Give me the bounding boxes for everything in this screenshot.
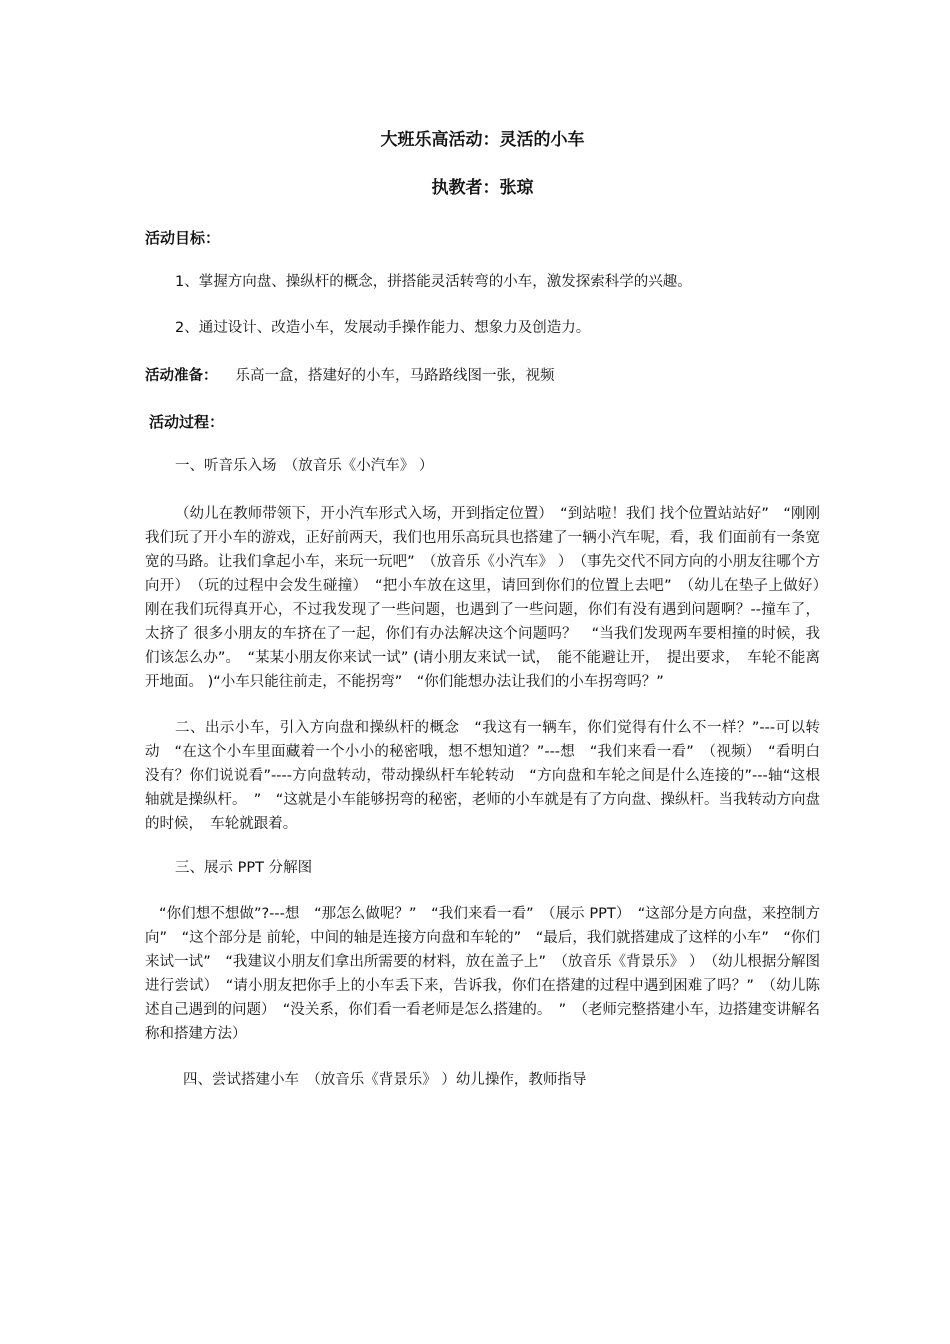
step4-heading: 四、尝试搭建小车 （放音乐《背景乐》 ）幼儿操作，教师指导 bbox=[183, 1072, 587, 1088]
step1-heading: 一、听音乐入场 （放音乐《小汽车》 ） bbox=[175, 458, 434, 474]
step3-paragraph: “你们想不想做”?---想 “那怎么做呢？” “我们来看一看” （展示 PPT） “这部分是方向盘，来控制方向” “这个部分是 前轮，中间的轴是连接方向盘和车轮的” “最后，我们就搭建成了这样的小车” “你们来试一试” “我建议小朋友们拿出所需要的材料，放在盖子上” （放音乐《背景乐》 ） （幼儿根据分解图进行尝试） “请小朋友把你手上的小车丢下来，告诉我，你们在搭建的过程中遇到困难了吗？” （幼儿陈述自己遇到的问题） “没关系，你们看一看老师是怎么搭建的。 ” （老师完整搭建小车，边搭建变讲解名称和搭建方法） bbox=[145, 906, 820, 1042]
goals-heading: 活动目标： bbox=[145, 229, 221, 247]
preparation-line bbox=[145, 364, 820, 388]
step2-paragraph: 二、出示小车，引入方向盘和操纵杆的概念 “我这有一辆车，你们觉得有什么不一样？”---可以转动 “在这个小车里面藏着一个小小的秘密哦，想不想知道？”---想 “我们来看一看” （视频） “看明白没有？你们说说看”----方向盘转动，带动操纵杆车轮转动 “方向盘和车轮之间是什么连接的”---轴“这根轴就是操纵杆。 ” “这就是小车能够拐弯的秘密，老师的小车就是有了方向盘、操纵杆。当我转动方向盘的时候， 车轮就跟着。 bbox=[145, 720, 820, 832]
goal-item: 1、掌握方向盘、操纵杆的概念，拼搭能灵活转弯的小车，激发探索科学的兴趣。 bbox=[175, 274, 692, 290]
document-title: 大班乐高活动：灵活的小车 bbox=[380, 130, 585, 150]
step1-paragraph: （幼儿在教师带领下，开小汽车形式入场，开到指定位置） “到站啦！我们 找个位置站站好” “刚刚我们玩了开小车的游戏，正好前两天，我们也用乐高玩具也搭建了一辆小汽车呢，看，我 们面前有一条宽宽的马路。让我们拿起小车，来玩一玩吧” （放音乐《小汽车》 ） （事先交代不同方向的小朋友往哪个方向开） （玩的过程中会发生碰撞） “把小车放在这里，请回到你们的位置上去吧” （幼儿在垫子上做好） 刚在我们玩得真开心，不过我发现了一些问题，也遇到了一些问题，你们有没有遇到问题啊？--撞车了，太挤了 很多小朋友的车挤在了一起，你们有办法解决这个问题吗？ “当我们发现两车要相撞的时候，我们该怎么办”。 “某某小朋友你来试一试” (请小朋友来试一试， 能不能避让开， 提出要求， 车轮不能离开地面。 )“小车只能往前走，不能拐弯” “你们能想办法让我们的小车拐弯吗？” bbox=[145, 506, 835, 690]
step3-heading: 三、展示 PPT 分解图 bbox=[175, 860, 313, 876]
preparation-label: 活动准备： bbox=[145, 368, 218, 384]
goal-item: 2、通过设计、改造小车，发展动手操作能力、想象力及创造力。 bbox=[175, 320, 591, 336]
preparation-text: 乐高一盒，搭建好的小车，马路路线图一张，视频 bbox=[235, 368, 555, 384]
process-heading: 活动过程： bbox=[149, 413, 225, 431]
document-author: 执教者：张琼 bbox=[431, 178, 534, 198]
